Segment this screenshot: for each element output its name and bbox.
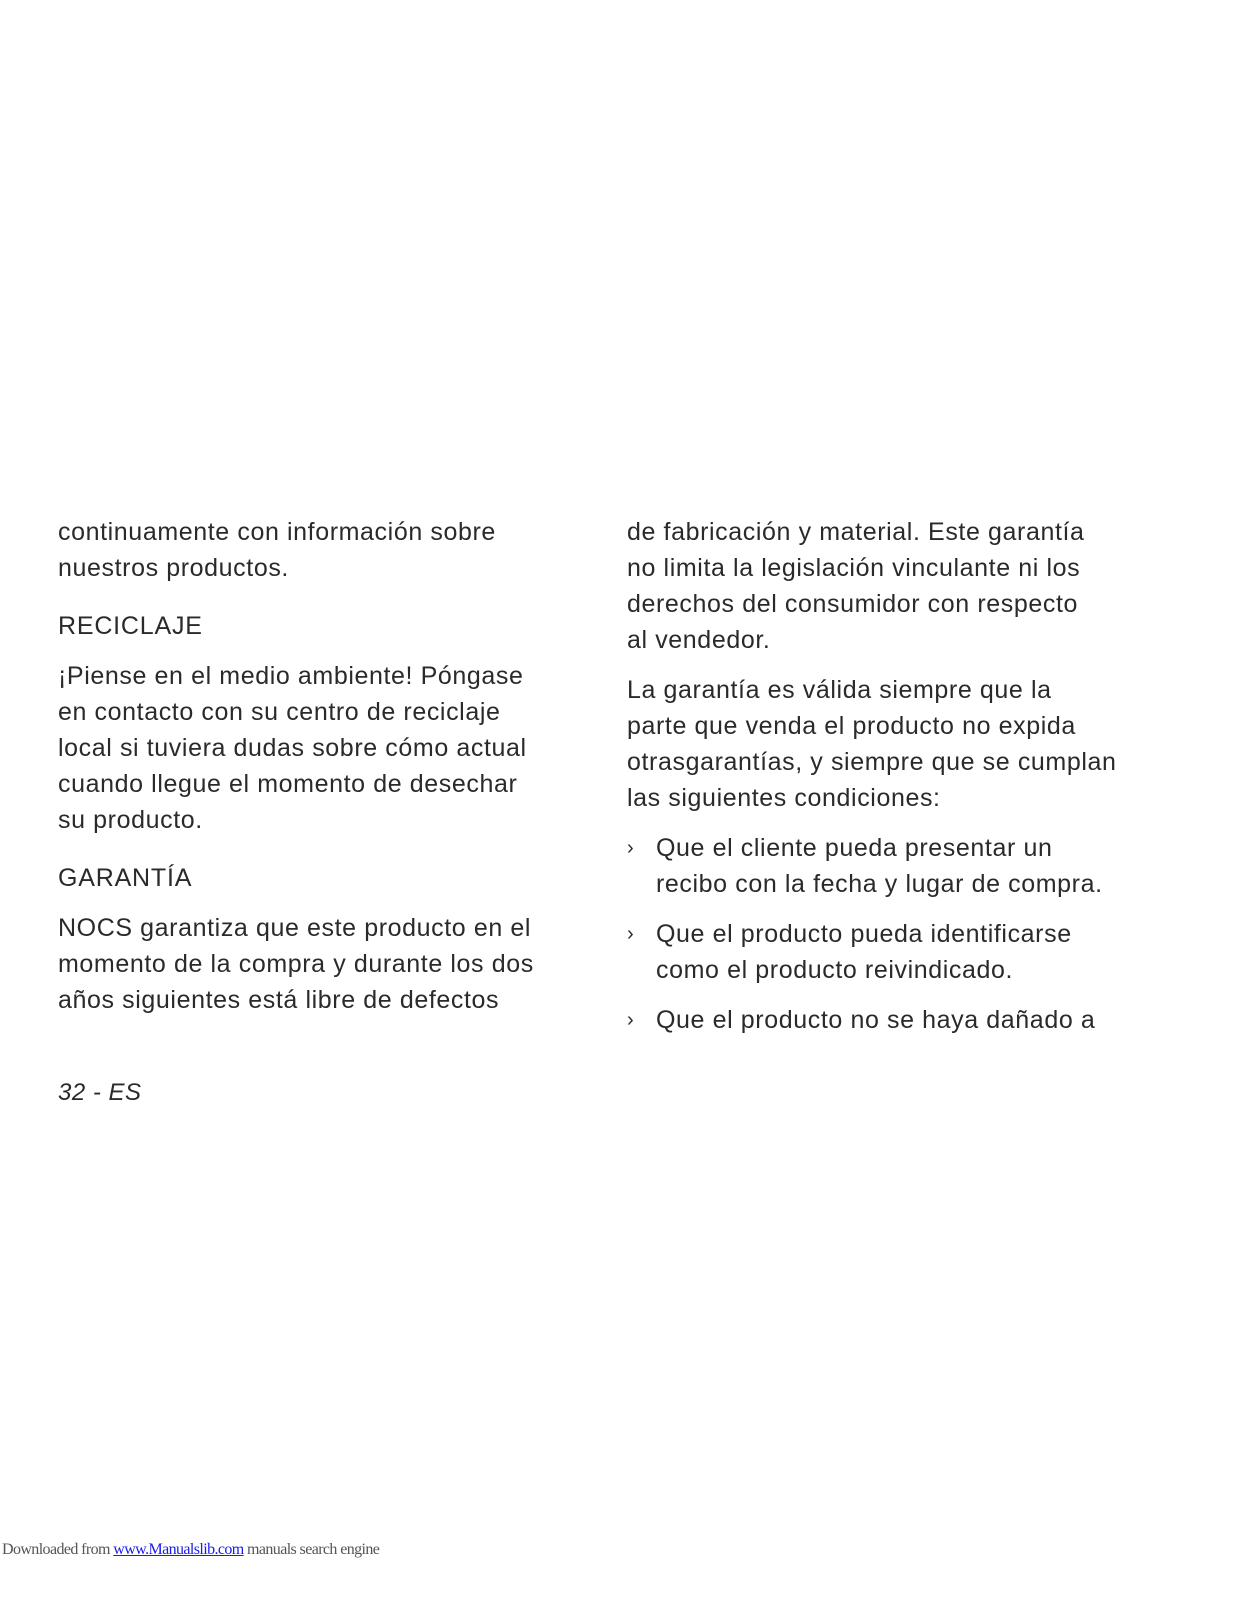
bullet-chevron-icon: › <box>627 837 635 859</box>
text-line: de fabricación y material. Este garantía <box>627 518 1085 546</box>
text-line: cuando llegue el momento de desechar <box>58 770 518 798</box>
bullet-chevron-icon: › <box>627 1009 635 1031</box>
footer-suffix: manuals search engine <box>243 1541 380 1558</box>
right-column <box>627 514 1187 1038</box>
text-line: momento de la compra y durante los dos <box>58 950 534 978</box>
bullet-text-line: como el producto reivindicado. <box>656 956 1014 984</box>
condition-bullet <box>627 916 1187 988</box>
text-line: otrasgarantías, y siempre que se cumplan <box>627 748 1117 776</box>
footer-prefix: Downloaded from <box>2 1541 114 1558</box>
text-line: ¡Piense en el medio ambiente! Póngase <box>58 662 524 690</box>
download-footer <box>2 1541 379 1559</box>
page-number: 32 - ES <box>58 1079 142 1106</box>
text-line: nuestros productos. <box>58 554 289 582</box>
left-column <box>58 514 578 1018</box>
text-line: continuamente con información sobre <box>58 518 496 546</box>
text-line: La garantía es válida siempre que la <box>627 676 1052 704</box>
condition-bullet <box>627 830 1187 902</box>
condition-bullet <box>627 1002 1187 1038</box>
bullet-text-line: Que el producto pueda identificarse <box>656 920 1072 948</box>
text-line: años siguientes está libre de defectos <box>58 986 500 1014</box>
bullet-text-line: Que el cliente pueda presentar un <box>656 834 1053 862</box>
recycling-heading: RECICLAJE <box>58 612 203 640</box>
text-line: parte que venda el producto no expida <box>627 712 1076 740</box>
text-line: NOCS garantiza que este producto en el <box>58 914 532 942</box>
bullet-text-line: recibo con la fecha y lugar de compra. <box>656 870 1103 898</box>
text-line: en contacto con su centro de reciclaje <box>58 698 501 726</box>
manualslib-link[interactable]: www.Manualslib.com <box>113 1541 244 1558</box>
warranty-heading: GARANTÍA <box>58 864 193 892</box>
bullet-chevron-icon: › <box>627 923 635 945</box>
text-line: su producto. <box>58 806 203 834</box>
text-line: las siguientes condiciones: <box>627 784 941 812</box>
text-line: al vendedor. <box>627 626 771 654</box>
text-line: no limita la legislación vinculante ni los <box>627 554 1081 582</box>
text-line: derechos del consumidor con respecto <box>627 590 1079 618</box>
text-line: local si tuviera dudas sobre cómo actual <box>58 734 527 762</box>
bullet-text-line: Que el producto no se haya dañado a <box>656 1006 1096 1034</box>
